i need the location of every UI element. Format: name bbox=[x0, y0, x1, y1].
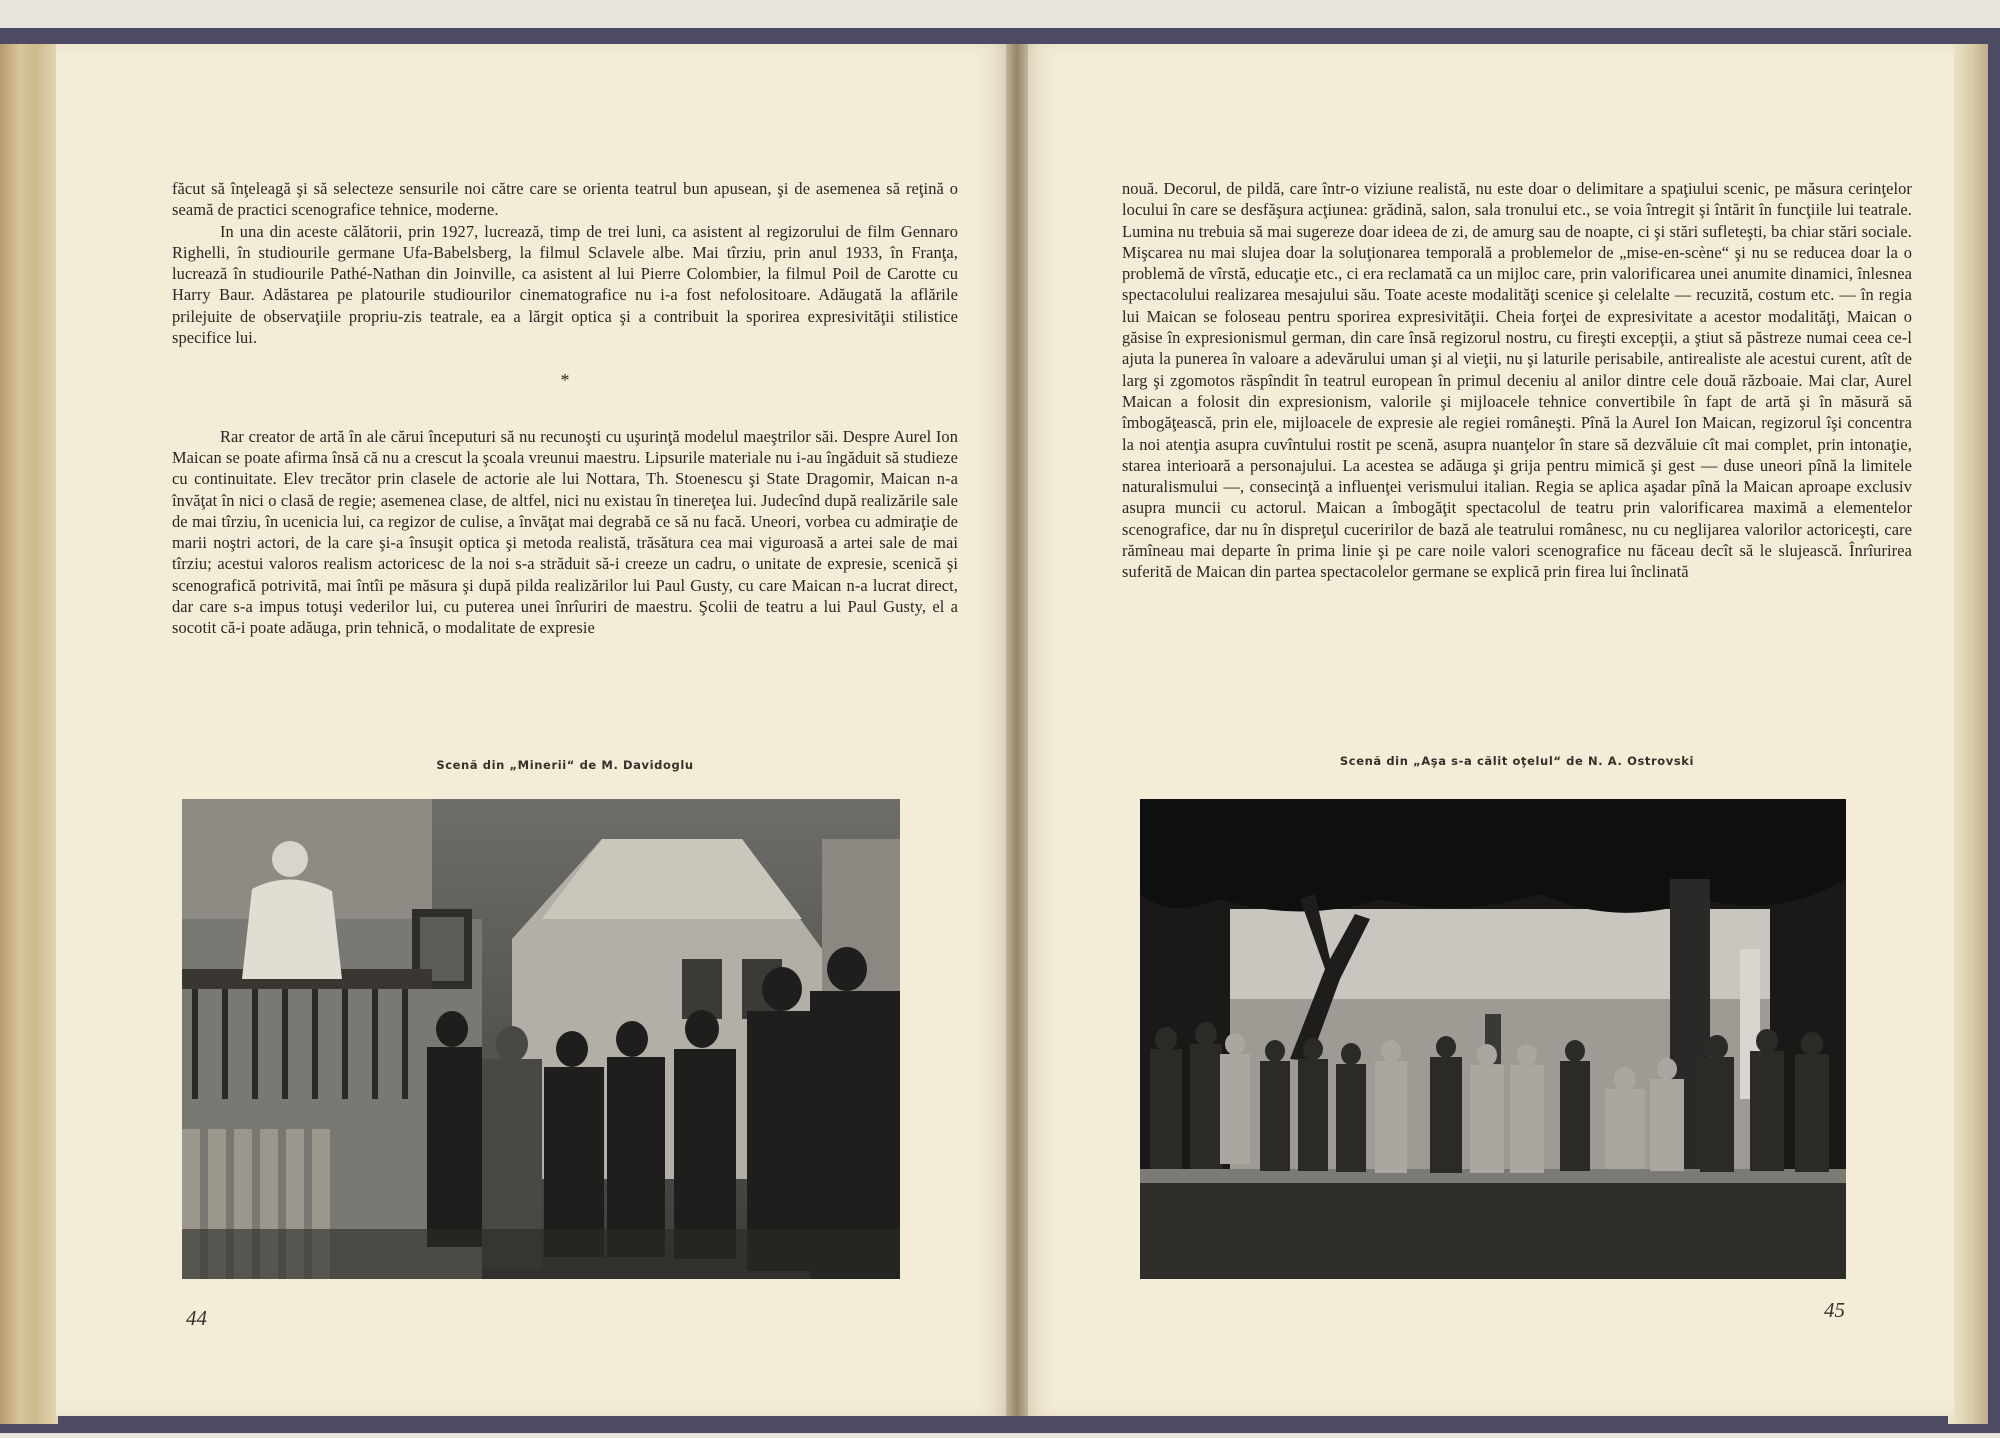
page-edges-left bbox=[0, 44, 58, 1424]
right-photo-caption: Scenă din „Aşa s-a călit oţelul“ de N. A. Ostrovski bbox=[1339, 754, 1695, 768]
left-page bbox=[56, 44, 1016, 1416]
left-body-text bbox=[172, 178, 958, 639]
left-paragraph-1: făcut să înţeleagă şi să selecteze sensurile noi către care se orienta teatrul bun apusean, şi de asemenea să reţină o seamă de practici scenografice tehnice, moderne. bbox=[172, 179, 958, 220]
left-photo-caption: Scenă din „Minerii“ de M. Davidoglu bbox=[436, 758, 694, 772]
right-paragraph-1: nouă. Decorul, de pildă, care într-o viziune realistă, nu este doar o delimitare a spaţiului scenic, pe măsura cerinţelor locului în care se desfăşura acţiunea: grădină, salon, sala tronului etc., se voia întregit şi întărit în funcţiile lui teatrale. Lumina nu trebuia să mai sugereze doar ideea de zi, de amurg sau de noapte, ci şi stări sufleteşti, ba chiar stări sociale. Mişcarea nu mai slujea doar la soluţionarea temporală a problemelor de „mise-en-scène“ şi nu se reducea doar la o problemă de vîrstă, educaţie etc., ci era reclamată ca un mijloc care, prin valorificarea unei anumite dinamici, înlesnea spectacolului realizarea mesajului său. Toate aceste modalităţi scenice şi celelalte — recuzită, costum etc. — în regia lui Maican se foloseau pentru sporirea expresivităţii. Cheia forţei de expresivitate a acestor modalităţi, Maican o găsise în expresionismul german, din care însă regizorul nostru, cu fireşti excepţii, a ştiut să păstreze numai ceea ce-l ajuta la punerea în valoare a adevărului uman şi al vieţii, nu şi laturile perisabile, antirealiste ale acestui curent, atît de larg şi zgomotos răspîndit în teatrul european în primul deceniu al anilor dintre cele două războaie. Mai clar, Aurel Maican a folosit din expresionism, valorile şi mijloacele tehnice convertibile în fapt de artă şi în măsură să îmbogăţească, prin ele, mijloacele de expresie ale regiei româneşti. Pînă la Aurel Ion Maican, regizorul îşi concentra la noi atenţia asupra cuvîntului rostit pe scenă, asupra nuanţelor în stare să dezvăluie cît mai complet, prin intonaţie, starea interioară a personajului. La acestea se adăuga şi grija pentru mimică şi gest — duse uneori pînă la limitele naturalismului —, consecinţă a influenţei verismului italian. Regia se aplica aşadar pînă la Maican aproape exclusiv asupra muncii cu actorul. Maican a îmbogăţit spectacolul de teatru prin valorificarea maximă a elementelor scenografice, dar nu în dispreţul cuceririlor de bază ale teatrului românesc, nu cu neglijarea valorilor actoriceşti, care rămîneau mai departe în prima linie şi pe care noile valori scenografice nu făceau decît să le slujească. Înrîurirea suferită de Maican din partea spectacolelor germane se explică prin firea lui înclinată bbox=[1122, 179, 1912, 582]
left-photo-miners-scene bbox=[182, 799, 900, 1279]
left-paragraph-2: In una din aceste călătorii, prin 1927, lucrează, timp de trei luni, ca asistent al regizorului de film Gennaro Righelli, în studiourile germane Ufa-Babelsberg, la filmul Sclavele albe. Mai tîrziu, prin anul 1933, în Franţa, lucrează în studiourile Pathé-Nathan din Joinville, ca asistent al lui Pierre Colombier, la filmul Poil de Carotte cu Harry Baur. Adăstarea pe platourile studiourilor cinematografice nu i-a fost nefolositoare. Adăugată la aflările prilejuite de observaţiile propriu-zis teatrale, ea a lărgit optica şi a contribuit la sporirea expresivităţii stilistice specifice lui. bbox=[172, 221, 958, 348]
right-body-text bbox=[1122, 178, 1912, 583]
section-separator: * bbox=[560, 370, 570, 391]
page-number-left: 44 bbox=[186, 1306, 207, 1330]
page-number-right: 45 bbox=[1824, 1298, 1845, 1322]
right-photo-stage-scene bbox=[1140, 799, 1846, 1279]
right-page bbox=[1016, 44, 1954, 1416]
page-edges-right bbox=[1948, 44, 1988, 1424]
book-gutter bbox=[1006, 44, 1028, 1416]
left-paragraph-3: Rar creator de artă în ale cărui începuturi să nu recunoşti cu uşurinţă modelul maeştrilor săi. Despre Aurel Ion Maican se poate afirma însă că nu a crescut la şcoala vreunui maestru. Lipsurile materiale nu i-au îngăduit să studieze cu continuitate. Elev trecător prin clasele de actorie ale lui Nottara, Th. Stoenescu şi State Dragomir, Maican n-a învăţat în nici o clasă de regie; asemenea clase, de altfel, nici nu existau în tinereţea lui. Judecînd după realizările sale de mai tîrziu, în ucenicia lui, ca regizor de culise, a învăţat mai degrabă ce să nu facă. Uneori, vorbea cu admiraţie de marii noştri actori, de la care şi-a însuşit optica şi metoda realistă, trăsătura cea mai viguroasă a artei sale de mai tîrziu; acestui valoros realism actoricesc de la noi s-a străduit să-i creeze un cadru, o unitate de expresie, scenică şi scenografică potrivită, mai întîi pe măsura şi după pilda realizărilor lui Paul Gusty, cu care Maican n-a lucrat direct, dar care s-a impus totuşi vederilor lui, cu puterea unei înrîuriri de maestru. Şcolii de teatru a lui Paul Gusty, el a socotit că-i poate adăuga, prin tehnică, o modalitate de expresie bbox=[172, 426, 958, 638]
